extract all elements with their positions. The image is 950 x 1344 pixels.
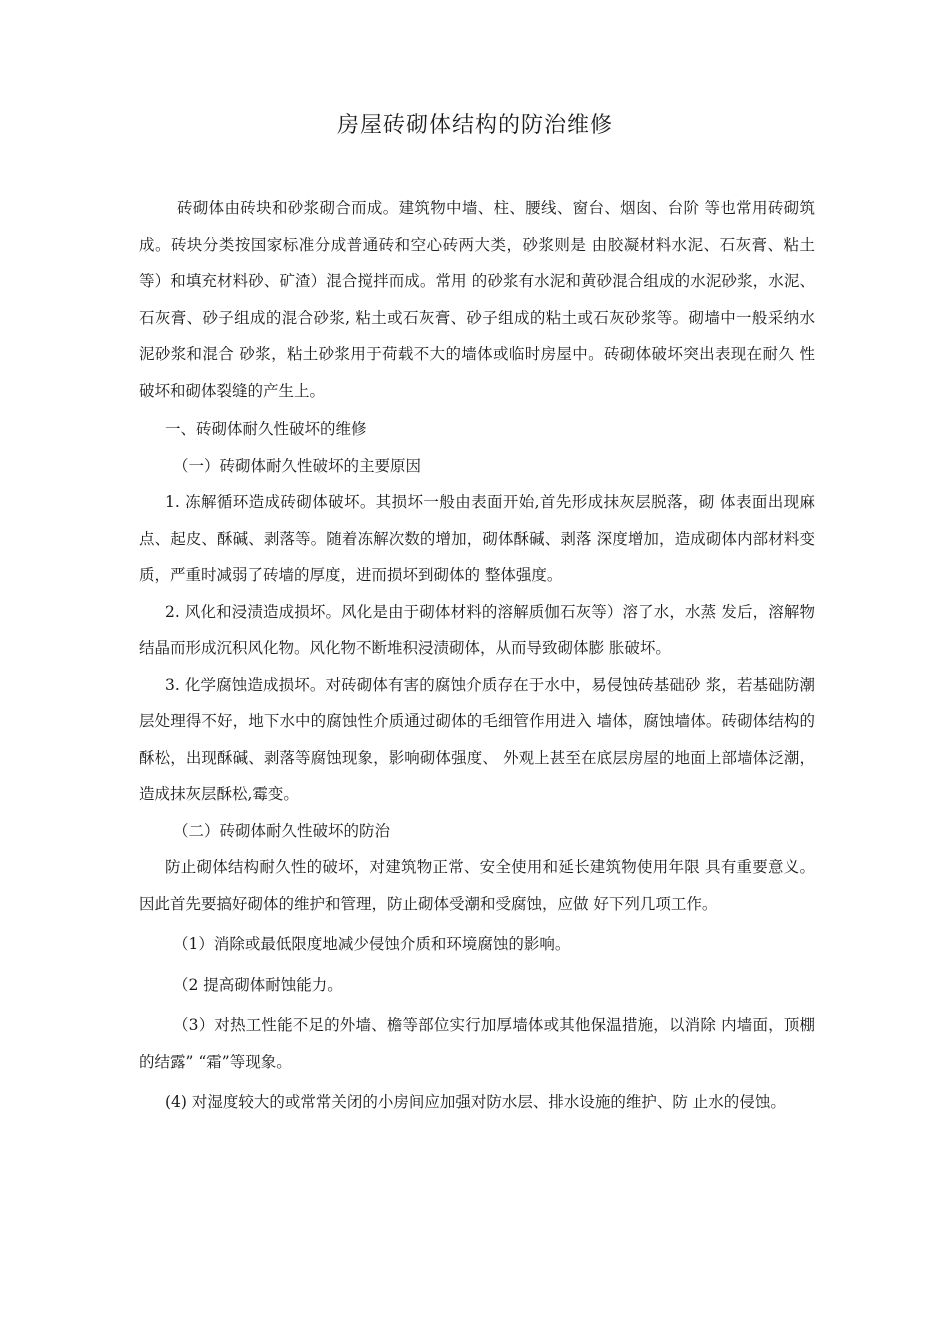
subsection-heading-1: （一）砖砌体耐久性破坏的主要原因 — [173, 456, 422, 475]
paragraph-prevention: 防止砌体结构耐久性的破坏，对建筑物正常、安全使用和延长建筑物使用年限 具有重要意义。因此首先要搞好砌体的维护和管理，防止砌体受潮和受腐蚀，应做 好下列几项工作。 — [139, 858, 815, 913]
document-title: 房屋砖砌体结构的防治维修 — [336, 113, 613, 138]
list-item-3: （3）对热工性能不足的外墙、檐等部位实行加厚墙体或其他保温措施，以消除 内墙面，顶棚的结露” “霜”等现象。 — [139, 1016, 815, 1071]
document-body — [139, 190, 815, 1121]
paragraph-intro: 砖砌体由砖块和砂浆砌合而成。建筑物中墙、柱、腰线、窗台、烟囱、台阶 等也常用砖砌筑成。砖块分类按国家标准分成普通砖和空心砖两大类，砂浆则是 由胶凝材料水泥、石灰膏、粘土等）和填充材料砂、矿渣）混合搅拌而成。常用 的砂浆有水泥和黄砂混合组成的水泥砂浆，水泥、石灰膏、砂子组成的混合砂浆, 粘土或石灰膏、砂子组成的粘土或石灰砂浆等。砌墙中一般采纳水泥砂浆和混合 砂浆，粘土砂浆用于荷载不大的墙体或临时房屋中。砖砌体破坏突出表现在耐久 性破坏和砌体裂缝的产生上。 — [139, 199, 815, 400]
list-item-2: （2 提高砌体耐蚀能力。 — [173, 975, 343, 994]
subsection-heading-2: （二）砖砌体耐久性破坏的防治 — [173, 821, 391, 840]
paragraph-item-1: 1. 冻解循环造成砖砌体破坏。其损坏一般由表面开始,首先形成抹灰层脱落，砌 体表面出现麻点、起皮、酥碱、剥落等。随着冻解次数的增加，砌体酥碱、剥落 深度增加，造成砌体内部材料变质，严重时减弱了砖墙的厚度，进而损坏到砌体的 整体强度。 — [139, 493, 815, 584]
paragraph-item-2: 2. 风化和浸渍造成损坏。风化是由于砌体材料的溶解质伽石灰等）溶了水，水蒸 发后，溶解物结晶而形成沉积风化物。风化物不断堆积浸渍砌体，从而导致砌体膨 胀破坏。 — [139, 602, 815, 657]
list-item-4: (4) 对湿度较大的或常常关闭的小房间应加强对防水层、排水设施的维护、防 止水的侵蚀。 — [165, 1093, 786, 1111]
paragraph-item-3: 3. 化学腐蚀造成损坏。对砖砌体有害的腐蚀介质存在于水中，易侵蚀砖基础砂 浆，若基础防潮层处理得不好，地下水中的腐蚀性介质通过砌体的毛细管作用进入 墙体，腐蚀墙体。砖砌体结构的酥松，出现酥碱、剥落等腐蚀现象，影响砌体强度、 外观上甚至在底层房屋的地面上部墙体泛潮，造成抹灰层酥松,霉变。 — [139, 675, 815, 803]
section-heading-1: 一、砖砌体耐久性破坏的维修 — [165, 420, 367, 438]
list-item-1: （1）消除或最低限度地减少侵蚀介质和环境腐蚀的影响。 — [173, 935, 571, 953]
